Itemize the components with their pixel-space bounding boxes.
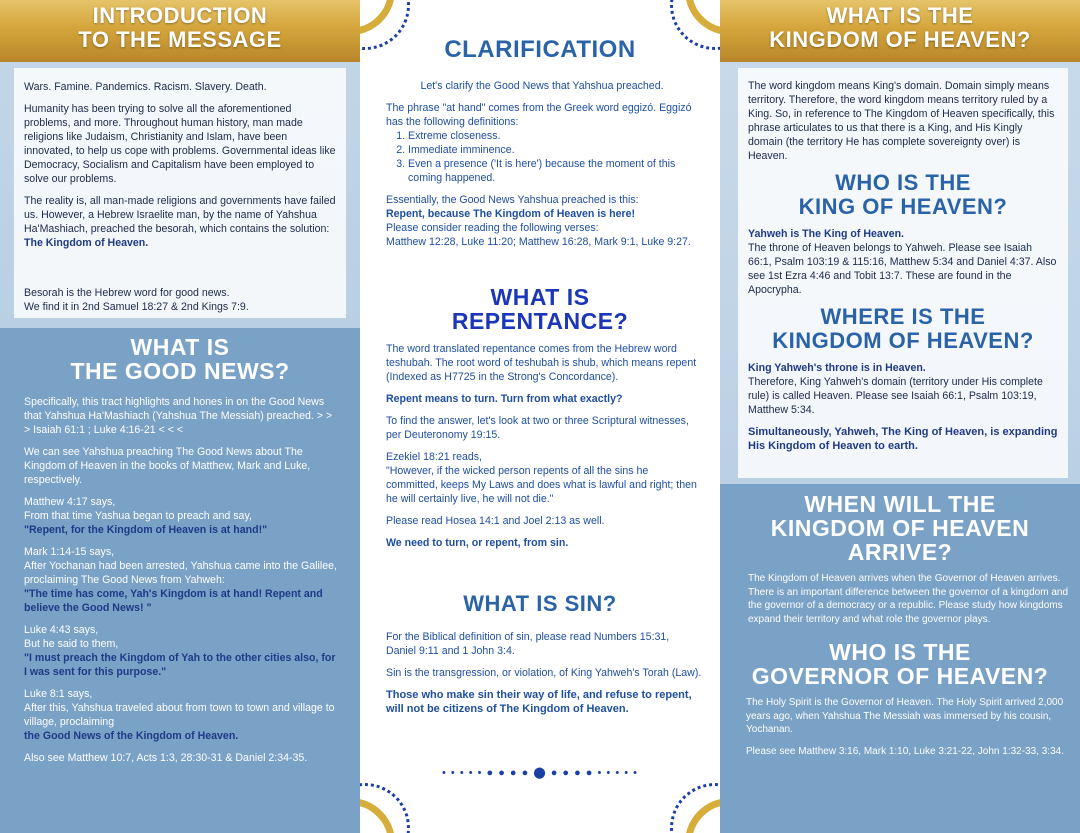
gold-banner bbox=[0, 0, 360, 62]
essentially-text: Essentially, the Good News Yahshua preached is this: bbox=[386, 194, 639, 206]
hosea-text: Please read Hosea 14:1 and Joel 2:13 as well. bbox=[386, 515, 605, 527]
when-title-line3: ARRIVE? bbox=[847, 539, 953, 565]
repentance-bold: Repent means to turn. Turn from what exactly? bbox=[386, 393, 623, 405]
quote-block bbox=[24, 495, 338, 537]
besorah-note bbox=[24, 286, 336, 314]
governor-paragraph: Please see Matthew 3:16, Mark 1:10, Luke 3:21-22, John 1:32-33, 3:34. bbox=[746, 745, 1064, 757]
verses-text: Matthew 12:28, Luke 11:20; Matthew 16:28, Mark 9:1, Luke 9:27. bbox=[386, 236, 691, 248]
dotted-arc-decoration bbox=[360, 783, 410, 833]
governor-title-line2: GOVERNOR OF HEAVEN? bbox=[751, 663, 1049, 689]
intro-paragraph: Humanity has been trying to solve all the aforementioned problems, and more. Throughout human history, man made religions like Judaism, Christianity and Islam, have been innovated, to help us cope with problems. Governmental ideas like Democracy, Socialism and Capitalism have been employed to solve our problems. bbox=[24, 103, 336, 185]
when-title-line1: WHEN WILL THE bbox=[804, 491, 996, 517]
intro-reality-text: The reality is, all man-made religions and governments have failed us. However, a Hebrew Israelite man, by the name of Yahshua Ha'Mashiach, preached the besorah, which contains the solution: bbox=[24, 195, 336, 235]
king-paragraph: The throne of Heaven belongs to Yahweh. Please see Isaiah 66:1, Psalm 103:19 & 115:16, Matthew 5:34 and Daniel 4:37. Also see 1st Ezra 4:46 and Tobit 13:7. These are found in the Apocrypha. bbox=[748, 242, 1057, 296]
quote-intro: From that time Yashua began to preach and say, bbox=[24, 510, 252, 522]
governor-paragraph: The Holy Spirit is the Governor of Heaven. The Holy Spirit arrived 2,000 years ago, when Yahshua The Messiah was immersed by his cousin, Yochanan. bbox=[746, 697, 1064, 735]
governor-title bbox=[720, 640, 1080, 688]
intro-paragraph: Wars. Famine. Pandemics. Racism. Slavery. Death. bbox=[24, 81, 267, 93]
also-see: Also see Matthew 10:7, Acts 1:3, 28:30-31 & Daniel 2:34-35. bbox=[24, 752, 308, 764]
kingdom-box bbox=[738, 68, 1068, 478]
good-news-paragraph: We can see Yahshua preaching The Good News about The Kingdom of Heaven in the books of Matthew, Mark and Luke, respectively. bbox=[24, 446, 311, 486]
good-news-title-line2: THE GOOD NEWS? bbox=[70, 358, 290, 384]
kingdom-title bbox=[720, 4, 1080, 52]
repentance-paragraph: To find the answer, let's look at two or three Scriptural witnesses, per Deuteronomy 19:15. bbox=[386, 415, 689, 441]
when-section bbox=[720, 484, 1080, 833]
good-news-section bbox=[0, 328, 360, 833]
quote-ref: Luke 4:43 says, bbox=[24, 624, 99, 636]
quote-intro: After this, Yahshua traveled about from town to town and village to village, proclaiming bbox=[24, 702, 335, 728]
dot-divider: • • • • • ● ● ● ● ⬤ ● ● ● ● • • • • • bbox=[442, 767, 638, 779]
quote-text: "Repent, for the Kingdom of Heaven is at hand!" bbox=[24, 524, 268, 536]
ezekiel-ref: Ezekiel 18:21 reads, bbox=[386, 451, 482, 463]
panel-middle bbox=[360, 0, 720, 833]
quote-ref: Luke 8:1 says, bbox=[24, 688, 93, 700]
repentance-paragraph: The word translated repentance comes from the Hebrew word teshubah. The root word of teshubah is shub, which means repent (Indexed as H7725 in the Strong's Concordance). bbox=[386, 343, 697, 383]
quote-block bbox=[24, 623, 338, 679]
sin-title: WHAT IS SIN? bbox=[463, 591, 617, 616]
where-title bbox=[738, 305, 1068, 353]
king-bold: Yahweh is The King of Heaven. bbox=[748, 228, 904, 240]
quote-block bbox=[24, 687, 338, 743]
where-bold: King Yahweh's throne is in Heaven. bbox=[748, 362, 926, 374]
quote-text: the Good News of the Kingdom of Heaven. bbox=[24, 730, 239, 742]
intro-reality-bold: The Kingdom of Heaven. bbox=[24, 237, 149, 249]
quote-ref: Matthew 4:17 says, bbox=[24, 496, 116, 508]
intro-box bbox=[14, 68, 346, 318]
kingdom-title-line2: KINGDOM OF HEAVEN? bbox=[769, 27, 1031, 52]
definitions-list bbox=[386, 129, 698, 185]
when-title bbox=[720, 492, 1080, 564]
intro-title-line1: INTRODUCTION bbox=[92, 3, 268, 28]
repentance-title-line2: REPENTANCE? bbox=[451, 308, 629, 334]
clarification-intro: Let's clarify the Good News that Yahshua preached. bbox=[420, 80, 664, 92]
where-title-line1: WHERE IS THE bbox=[820, 304, 986, 329]
kingdom-title-line1: WHAT IS THE bbox=[826, 3, 974, 28]
consider-text: Please consider reading the following verses: bbox=[386, 222, 599, 234]
sin-bold: Those who make sin their way of life, and refuse to repent, will not be citizens of The Kingdom of Heaven. bbox=[386, 689, 692, 715]
good-news-title bbox=[0, 335, 360, 383]
king-title-line1: WHO IS THE bbox=[835, 170, 971, 195]
when-paragraph: The Kingdom of Heaven arrives when the Governor of Heaven arrives. There is an important difference between the governor of a kingdom and the governor of a democracy or a republic. Please study how kingdoms expand their territory and what role the governor plays. bbox=[748, 573, 1069, 625]
besorah-line1: Besorah is the Hebrew word for good news. bbox=[24, 287, 230, 299]
king-title-line2: KING OF HEAVEN? bbox=[798, 194, 1008, 219]
ezekiel-block bbox=[386, 450, 700, 506]
quote-ref: Mark 1:14-15 says, bbox=[24, 546, 115, 558]
quote-text: "The time has come, Yah's Kingdom is at hand! Repent and believe the Good News! " bbox=[24, 588, 323, 614]
dotted-arc-decoration bbox=[670, 783, 720, 833]
repentance-title-line1: WHAT IS bbox=[490, 284, 590, 310]
gold-banner bbox=[720, 0, 1080, 62]
quote-block bbox=[24, 545, 338, 615]
simultaneously-text: Simultaneously, Yahweh, The King of Heaven, is expanding His Kingdom of Heaven to earth. bbox=[748, 426, 1058, 452]
sin-paragraph: Sin is the transgression, or violation, of King Yahweh's Torah (Law). bbox=[386, 667, 702, 679]
repent-line: Repent, because The Kingdom of Heaven is here! bbox=[386, 208, 636, 220]
intro-title-line2: TO THE MESSAGE bbox=[78, 27, 282, 52]
panel-left bbox=[0, 0, 360, 833]
clarification-phrase: The phrase "at hand" comes from the Greek word eggizó. Eggizó has the following definitions: bbox=[386, 102, 692, 128]
quote-intro: But he said to them, bbox=[24, 638, 119, 650]
intro-title bbox=[0, 4, 360, 52]
definition-item: 1. Extreme closeness. bbox=[408, 129, 698, 143]
sin-paragraph: For the Biblical definition of sin, please read Numbers 15:31, Daniel 9:11 and 1 John 3:4. bbox=[386, 631, 670, 657]
quote-text: "I must preach the Kingdom of Yah to the other cities also, for I was sent for this purpose." bbox=[24, 652, 336, 678]
when-title-line2: KINGDOM OF HEAVEN bbox=[770, 515, 1030, 541]
ezekiel-quote: "However, if the wicked person repents of all the sins he committed, keeps My Laws and does what is lawful and right; then he will certainly live, he will not die." bbox=[386, 465, 697, 505]
kingdom-paragraph: The word kingdom means King's domain. Domain simply means territory. Therefore, the word kingdom means territory ruled by a King. So, in reference to The Kingdom of Heaven specifically, this phrase articulates to us that there is a King, and His Kingly domain (the territory He has complete sovereignty over) is Heaven. bbox=[748, 80, 1055, 162]
clarification-title: CLARIFICATION bbox=[444, 36, 636, 63]
good-news-title-line1: WHAT IS bbox=[130, 334, 230, 360]
repentance-title bbox=[360, 285, 720, 333]
king-title bbox=[738, 171, 1068, 219]
definition-item: 3. Even a presence ('It is here') because the moment of this coming happened. bbox=[408, 157, 698, 185]
governor-title-line1: WHO IS THE bbox=[829, 639, 971, 665]
besorah-line2: We find it in 2nd Samuel 18:27 & 2nd Kings 7:9. bbox=[24, 301, 249, 313]
where-title-line2: KINGDOM OF HEAVEN? bbox=[772, 328, 1034, 353]
where-paragraph: Therefore, King Yahweh's domain (territory under His complete rule) is called Heaven. Please see Isaiah 66:1, Psalm 103:19, Matthew 5:34. bbox=[748, 376, 1043, 416]
quote-intro: After Yochanan had been arrested, Yahshua came into the Galilee, proclaiming The Good News from Yahweh: bbox=[24, 560, 337, 586]
panel-right bbox=[720, 0, 1080, 833]
need-turn-text: We need to turn, or repent, from sin. bbox=[386, 537, 569, 549]
definition-item: 2. Immediate imminence. bbox=[408, 143, 698, 157]
intro-reality bbox=[24, 194, 336, 250]
good-news-paragraph: Specifically, this tract highlights and hones in on the Good News that Yahshua Ha'Mashiach (Yahshua The Messiah) preached. > > > Isaiah 61:1 ; Luke 4:16-21 < < < bbox=[24, 396, 333, 436]
